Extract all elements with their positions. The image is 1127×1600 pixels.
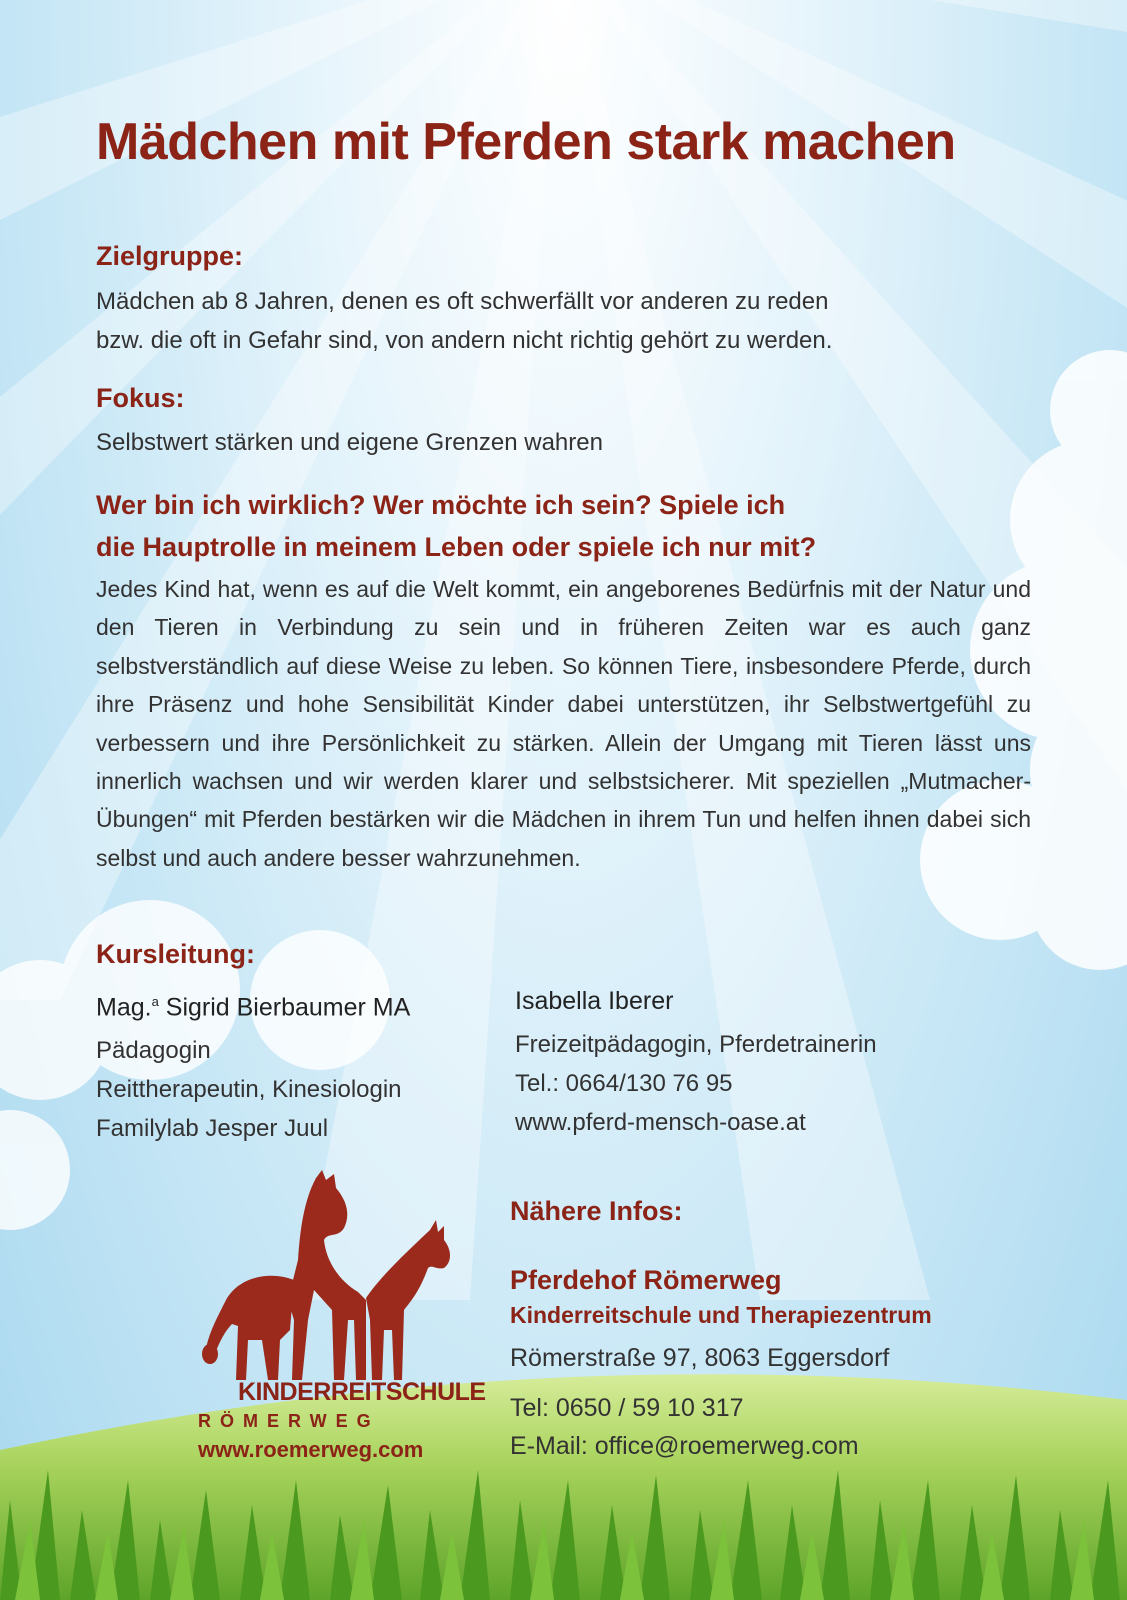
zielgruppe-heading: Zielgruppe: [96, 241, 243, 271]
logo-wordmark: KINDERREITSCHULE [238, 1378, 486, 1406]
logo-subwordmark: RÖMERWEG [198, 1411, 380, 1431]
page-title: Mädchen mit Pferden stark machen [96, 113, 956, 171]
info-phone: Tel: 0650 / 59 10 317 [510, 1394, 744, 1422]
zielgruppe-text [96, 282, 832, 360]
person-2-website-link[interactable]: www.pferd-mensch-oase.at [515, 1109, 806, 1136]
person-1 [96, 982, 410, 1148]
body-paragraph: Jedes Kind hat, wenn es auf die Welt kommt, ein angeborenes Bedürfnis mit der Natur und den Tieren in Verbindung zu sein und in früheren Zeiten war es auch ganz selbstverständlich auf diese Weise zu leben. So können Tiere, insbesondere Pferde, durch ihre Präsenz und hohe Sensibilität Kinder dabei unterstützen, ihr Selbstwertgefühl zu verbessern und ihre Persönlichkeit zu stärken. Allein der Umgang mit Tieren lässt uns innerlich wachsen und wir werden klarer und selbstsicherer. Mit speziellen „Mutmacher-Übungen“ mit Pferden bestärken wir die Mädchen in ihrem Tun und helfen ihnen dabei sich selbst und auch andere besser wahrzunehmen. [96, 576, 1031, 871]
kursleitung-heading: Kursleitung: [96, 939, 255, 969]
question-line-2: die Hauptrolle in meinem Leben oder spiele ich nur mit? [96, 532, 817, 562]
logo-website-link[interactable]: www.roemerweg.com [198, 1437, 424, 1462]
info-block [510, 1196, 932, 1465]
person-2-name: Isabella Iberer [515, 987, 674, 1015]
person-1-line-3: Familylab Jesper Juul [96, 1115, 329, 1143]
info-address: Römerstraße 97, 8063 Eggersdorf [510, 1344, 890, 1372]
person-1-line-1: Pädagogin [96, 1037, 211, 1065]
info-heading: Nähere Infos: [510, 1196, 683, 1226]
zielgruppe-line-1: Mädchen ab 8 Jahren, denen es oft schwerfällt vor anderen zu reden [96, 288, 829, 315]
person-1-name: Mag.$^a$ Sigrid Bierbaumer MA [96, 993, 411, 1022]
fokus-text: Selbstwert stärken und eigene Grenzen wahren [96, 429, 603, 456]
info-email-link[interactable]: E-Mail: office@roemerweg.com [510, 1432, 859, 1460]
info-org-name: Pferdehof Römerweg [510, 1265, 782, 1295]
zielgruppe-line-2: bzw. die oft in Gefahr sind, von andern nicht richtig gehört zu werden. [96, 327, 833, 354]
person-2-line-1: Freizeitpädagogin, Pferdetrainerin [515, 1031, 877, 1058]
person-1-line-2: Reittherapeutin, Kinesiologin [96, 1076, 402, 1104]
question-line-1: Wer bin ich wirklich? Wer möchte ich sein? Spiele ich [96, 490, 786, 520]
question-heading [96, 484, 1036, 568]
person-2-phone: Tel.: 0664/130 76 95 [515, 1070, 733, 1097]
info-org-subtitle: Kinderreitschule und Therapiezentrum [510, 1302, 932, 1328]
person-2 [515, 982, 877, 1142]
fokus-heading: Fokus: [96, 383, 185, 413]
